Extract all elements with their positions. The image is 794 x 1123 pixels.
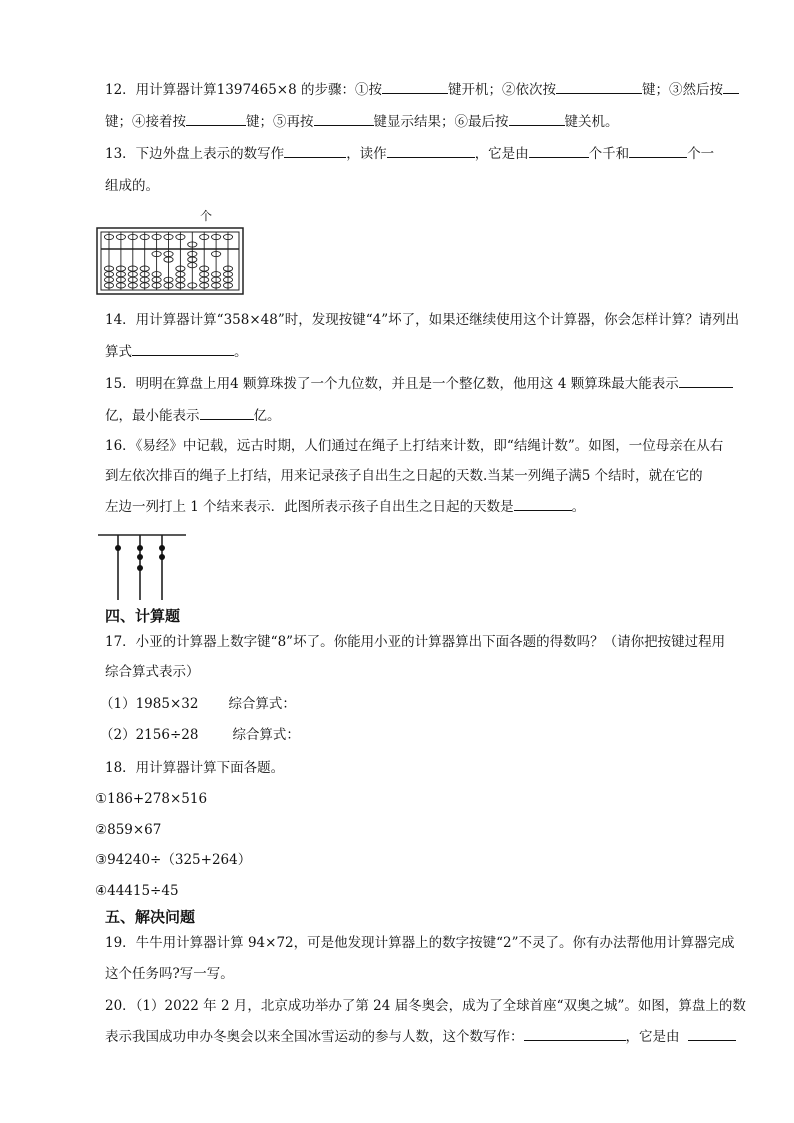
answer-blank[interactable] — [514, 497, 572, 511]
knot-rope-drawing — [96, 530, 191, 602]
answer-blank[interactable] — [524, 1027, 626, 1041]
answer-blank[interactable] — [629, 144, 687, 158]
knot — [159, 545, 165, 551]
knot — [137, 554, 143, 560]
q17-item-1: （1）1985×32 综合算式： — [100, 696, 296, 712]
q17-line1: 17．小亚的计算器上数字键“8”坏了。你能用小亚的计算器算出下面各题的得数吗？（请你把按键过程用 — [105, 634, 726, 650]
answer-blank[interactable] — [509, 112, 565, 126]
answer-blank[interactable] — [186, 112, 246, 126]
answer-blank[interactable] — [688, 1027, 736, 1041]
section-4-title: 四、计算题 — [105, 607, 181, 625]
q16-line1: 16．《易经》中记载，远古时期，人们通过在绳子上打结来计数，即“结绳计数”。如图，一位母亲在从右 — [105, 438, 724, 454]
q18-item-1: ①186+278×516 — [95, 791, 208, 807]
answer-blank[interactable] — [314, 112, 374, 126]
q17-line2: 综合算式表示） — [105, 664, 200, 680]
q19-line2: 这个任务吗?写一写。 — [105, 966, 234, 982]
answer-blank[interactable] — [679, 374, 733, 388]
q16-line2: 到左依次排百的绳子上打结，用来记录孩子自出生之日起的天数.当某一列绳子满5 个结时，就在它的 — [105, 468, 703, 484]
knot — [159, 554, 165, 560]
answer-blank[interactable] — [529, 144, 589, 158]
section-5-title: 五、解决问题 — [105, 908, 196, 926]
q15-line2: 亿，最小能表示 亿。 — [105, 408, 281, 424]
q18-item-4: ④44415÷45 — [95, 883, 179, 899]
q12-line2: 键；④接着按 键；⑤再按 键显示结果；⑥最后按 键关机。 — [105, 114, 619, 130]
q18-item-3: ③94240÷（325+264） — [95, 852, 252, 868]
q17-item-2: （2）2156÷28 综合算式： — [100, 727, 300, 743]
abacus-outer-frame — [97, 228, 243, 294]
q14-line2: 算式 。 — [105, 344, 248, 360]
answer-blank[interactable] — [382, 80, 448, 94]
answer-blank[interactable] — [132, 342, 234, 356]
q16-line3: 左边一列打上 1 个结来表示．此图所表示孩子自出生之日起的天数是 。 — [105, 499, 586, 515]
answer-blank[interactable] — [200, 406, 254, 420]
q14-line1: 14．用计算器计算“358×48”时，发现按键“4”坏了，如果还继续使用这个计算器，你会怎样计算？请列出 — [105, 312, 740, 328]
q18-item-2: ②859×67 — [95, 822, 162, 838]
q19-line1: 19．牛牛用计算器计算 94×72，可是他发现计算器上的数字按键“2”不灵了。你有办法帮他用计算器完成 — [105, 935, 735, 951]
answer-blank[interactable] — [723, 80, 739, 94]
q13-line2: 组成的。 — [105, 178, 159, 194]
answer-blank[interactable] — [387, 144, 475, 158]
knot — [137, 565, 143, 571]
q13-line1: 13．下边外盘上表示的数写作 ，读作 ，它是由 个千和 个一 — [105, 146, 715, 162]
q20-line1: 20．（1）2022 年 2 月，北京成功举办了第 24 届冬奥会，成为了全球首座“双奥之城”。如图，算盘上的数 — [105, 998, 746, 1014]
q15-line1: 15．明明在算盘上用4 颗算珠拨了一个九位数，并且是一个整亿数，他用这 4 颗算珠最大能表示 — [105, 374, 733, 394]
abacus-inner-frame — [101, 232, 239, 290]
abacus-drawing — [96, 208, 246, 300]
answer-blank[interactable] — [284, 144, 346, 158]
abacus-figure — [96, 208, 246, 304]
knot — [115, 545, 121, 551]
answer-blank[interactable] — [556, 80, 642, 94]
abacus-ones-label: 个 — [200, 209, 213, 223]
knot-rope-figure — [96, 530, 191, 606]
q18-title: 18．用计算器计算下面各题。 — [105, 760, 285, 776]
knot — [137, 545, 143, 551]
q12-line1: 12．用计算器计算1397465×8 的步骤：①按 键开机；②依次按 键；③然后按 — [105, 80, 739, 100]
q20-line2: 表示我国成功申办冬奥会以来全国冰雪运动的参与人数，这个数写作： ，它是由 — [105, 1027, 736, 1047]
